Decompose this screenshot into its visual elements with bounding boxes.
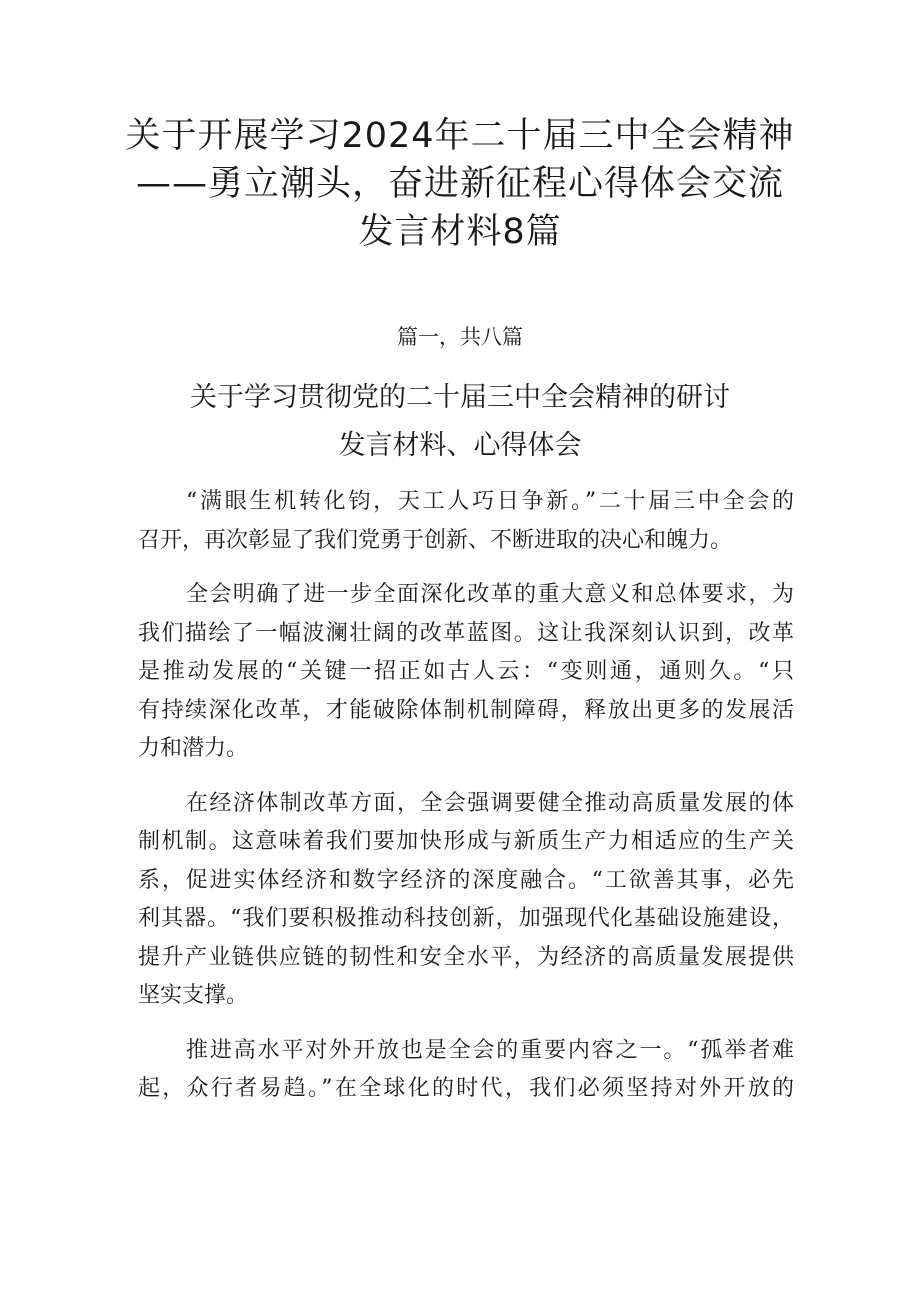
paragraph-line: 起，众行者易趋。”在全球化的时代，我们必须坚持对外开放的: [138, 1076, 794, 1101]
paragraph-line: 有持续深化改革，才能破除体制机制障碍，释放出更多的发展活: [138, 697, 794, 723]
paragraph-line: 是推动发展的“关键一招正如古人云：“变则通，通则久。“只: [138, 659, 794, 684]
paragraph-line: “满眼生机转化钧，天工人巧日争新。”二十届三中全会的: [186, 489, 794, 514]
paragraph-line: 推进高水平对外开放也是全会的重要内容之一。“孤举者难: [186, 1037, 794, 1063]
paragraph-line: 利其器。“我们要积极推动科技创新，加强现代化基础设施建设，: [138, 906, 794, 931]
paragraph-line: 在经济体制改革方面，全会强调要健全推动高质量发展的体: [186, 790, 794, 816]
title-line-2: ——勇立潮头，奋进新征程心得体会交流: [135, 164, 784, 204]
paragraph-line: 提升产业链供应链的韧性和安全水平，为经济的高质量发展提供: [138, 944, 794, 970]
paragraph-4: [138, 1032, 794, 1109]
paragraph-line: 坚实支撑。: [138, 983, 249, 1008]
paragraph-1: [138, 483, 794, 560]
paragraph-line: 召开，再次彰显了我们党勇于创新、不断进取的决心和魄力。: [138, 527, 733, 553]
section-title: [60, 374, 860, 470]
paragraph-line: 我们描绘了一幅波澜壮阔的改革蓝图。这让我深刻认识到，改革: [138, 620, 794, 646]
body-text: [138, 483, 794, 1125]
paragraph-line: 制机制。这意味着我们要加快形成与新质生产力相适应的生产关: [138, 829, 794, 854]
section-title-line-1: 关于学习贯彻党的二十届三中全会精神的研讨: [190, 382, 730, 413]
paragraph-3: [138, 785, 794, 1016]
paragraph-line: 系，促进实体经济和数字经济的深度融合。“工欲善其事，必先: [138, 867, 794, 893]
title-line-1: 关于开展学习2024年二十届三中全会精神: [125, 116, 795, 156]
section-title-line-2: 发言材料、心得体会: [338, 430, 582, 461]
paragraph-line: 力和潜力。: [138, 736, 249, 761]
document-title: [60, 112, 860, 256]
title-line-3: 发言材料8篇: [358, 212, 562, 252]
section-label: 篇一，共八篇: [397, 325, 523, 349]
paragraph-line: 全会明确了进一步全面深化改革的重大意义和总体要求，为: [186, 582, 794, 607]
paragraph-2: [138, 576, 794, 769]
